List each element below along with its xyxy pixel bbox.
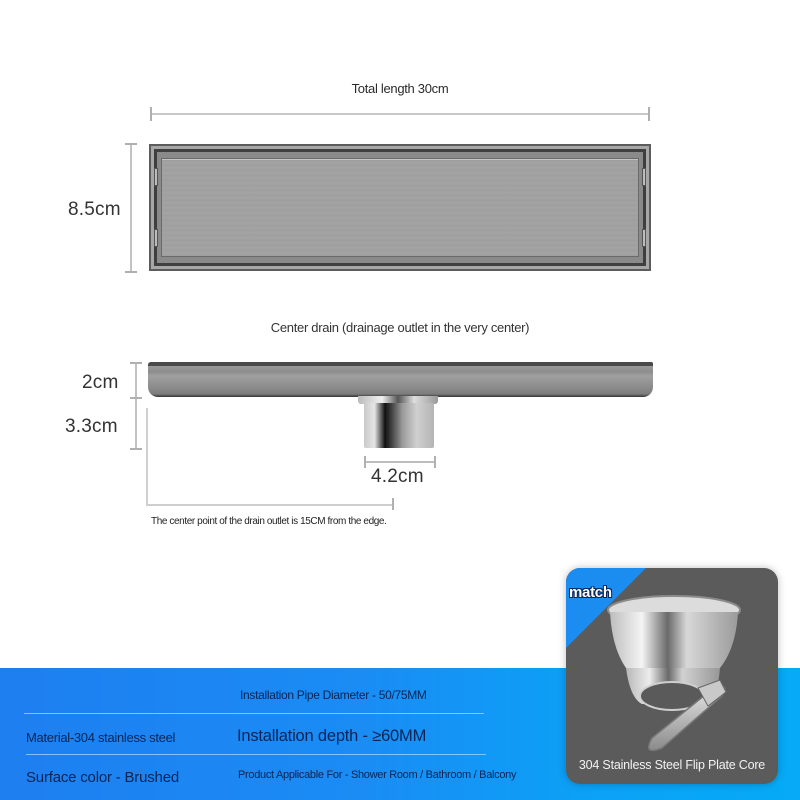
height-dimension-line (135, 362, 137, 450)
spec-material: Material-304 stainless steel (26, 730, 176, 745)
spec-pipe-diameter: Installation Pipe Diameter - 50/75MM (240, 688, 427, 702)
body-height-label: 2cm (82, 372, 119, 393)
edge-distance-note: The center point of the drain outlet is 15CM from the edge. (151, 516, 387, 527)
width-dimension-line (130, 143, 132, 273)
spec-install-depth: Installation depth - ≥60MM (237, 727, 427, 745)
drain-side-lip (148, 362, 653, 366)
clip-icon (642, 229, 646, 247)
width-label: 8.5cm (68, 199, 121, 220)
total-length-dimension-line (150, 113, 650, 115)
outlet-diameter-label: 4.2cm (371, 466, 424, 487)
edge-distance-dimension-line (146, 408, 396, 508)
spec-surface-color: Surface color - Brushed (26, 769, 179, 786)
match-card-caption: 304 Stainless Steel Flip Plate Core (578, 758, 766, 772)
drain-side-view (148, 362, 653, 397)
outlet-height-label: 3.3cm (65, 416, 118, 437)
flip-plate-core-icon (602, 588, 752, 758)
center-drain-title: Center drain (drainage outlet in the very center) (270, 320, 530, 335)
drain-top-view (149, 144, 651, 271)
total-length-label: Total length 30cm (351, 81, 449, 96)
clip-icon (642, 168, 646, 186)
spec-applicable-for: Product Applicable For - Shower Room / Bathroom / Balcony (238, 769, 517, 781)
brushed-cover-plate (161, 158, 639, 257)
match-card (566, 568, 778, 784)
spec-divider (24, 713, 484, 714)
clip-icon (154, 168, 158, 186)
clip-icon (154, 229, 158, 247)
spec-divider (26, 754, 486, 755)
match-badge: match (569, 584, 612, 601)
